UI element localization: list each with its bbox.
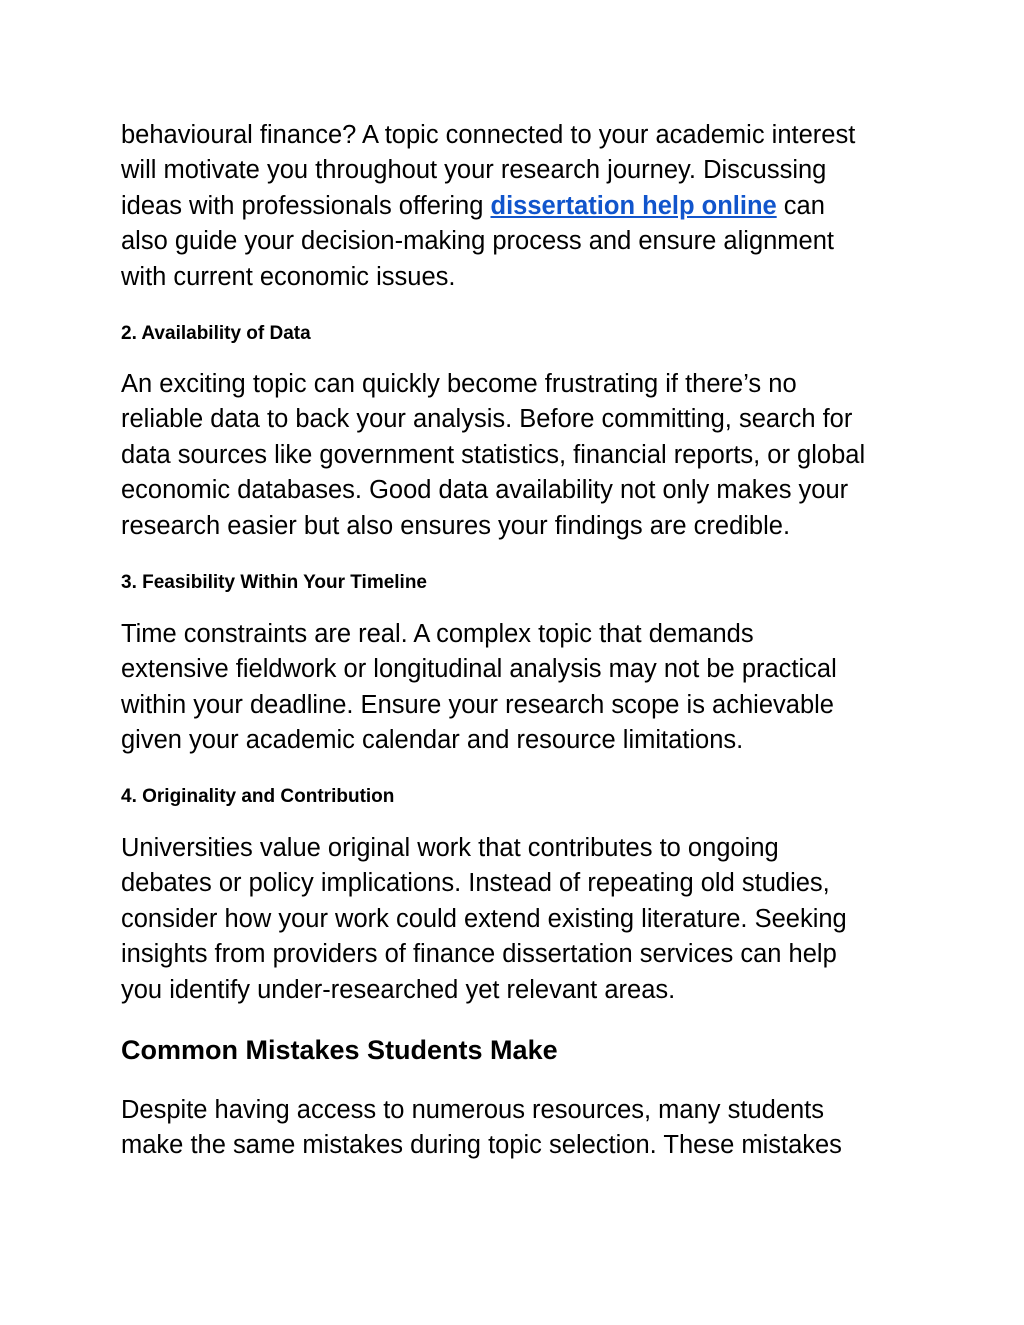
text-line: you identify under-researched yet relevant areas. xyxy=(121,975,676,1004)
paragraph-interest xyxy=(121,118,855,295)
text-line: with current economic issues. xyxy=(121,262,456,291)
text-line: debates or policy implications. Instead of repeating old studies, xyxy=(121,869,830,898)
text-line-with-link xyxy=(121,189,855,224)
text-line: Despite having access to numerous resources, many students xyxy=(121,1096,825,1124)
text-line: make the same mistakes during topic selection. These mistakes xyxy=(121,1131,842,1160)
text-line: will motivate you throughout your research journey. Discussing xyxy=(121,156,827,185)
text-line: Universities value original work that contributes to ongoing xyxy=(121,834,779,862)
paragraph-data-availability xyxy=(121,367,865,544)
text-line: research easier but also ensures your findings are credible. xyxy=(121,511,791,540)
heading-originality: 4. Originality and Contribution xyxy=(121,786,395,807)
heading-feasibility: 3. Feasibility Within Your Timeline xyxy=(121,572,428,593)
text-line: data sources like government statistics, financial reports, or global xyxy=(121,440,866,469)
text-fragment: ideas with professionals offering xyxy=(121,191,491,220)
heading-availability-of-data: 2. Availability of Data xyxy=(121,323,311,344)
text-fragment: can xyxy=(776,191,825,220)
paragraph-originality xyxy=(121,831,847,1008)
text-line: consider how your work could extend existing literature. Seeking xyxy=(121,904,847,933)
text-line: reliable data to back your analysis. Before committing, search for xyxy=(121,405,853,434)
text-line: An exciting topic can quickly become frustrating if there’s no xyxy=(121,370,797,398)
text-line: economic databases. Good data availability not only makes your xyxy=(121,476,849,505)
text-line: extensive fieldwork or longitudinal analysis may not be practical xyxy=(121,655,837,684)
text-line: also guide your decision-making process and ensure alignment xyxy=(121,227,834,256)
text-line: insights from providers of finance dissertation services can help xyxy=(121,940,837,969)
paragraph-feasibility xyxy=(121,617,837,759)
dissertation-help-link[interactable]: dissertation help online xyxy=(490,191,777,220)
text-line: given your academic calendar and resource limitations. xyxy=(121,726,744,755)
section-heading-common-mistakes: Common Mistakes Students Make xyxy=(121,1035,558,1065)
text-line: within your deadline. Ensure your research scope is achievable xyxy=(121,690,834,719)
text-line: Time constraints are real. A complex topic that demands xyxy=(121,620,754,648)
text-line: behavioural finance? A topic connected to your academic interest xyxy=(121,121,856,149)
paragraph-common-mistakes xyxy=(121,1093,842,1164)
